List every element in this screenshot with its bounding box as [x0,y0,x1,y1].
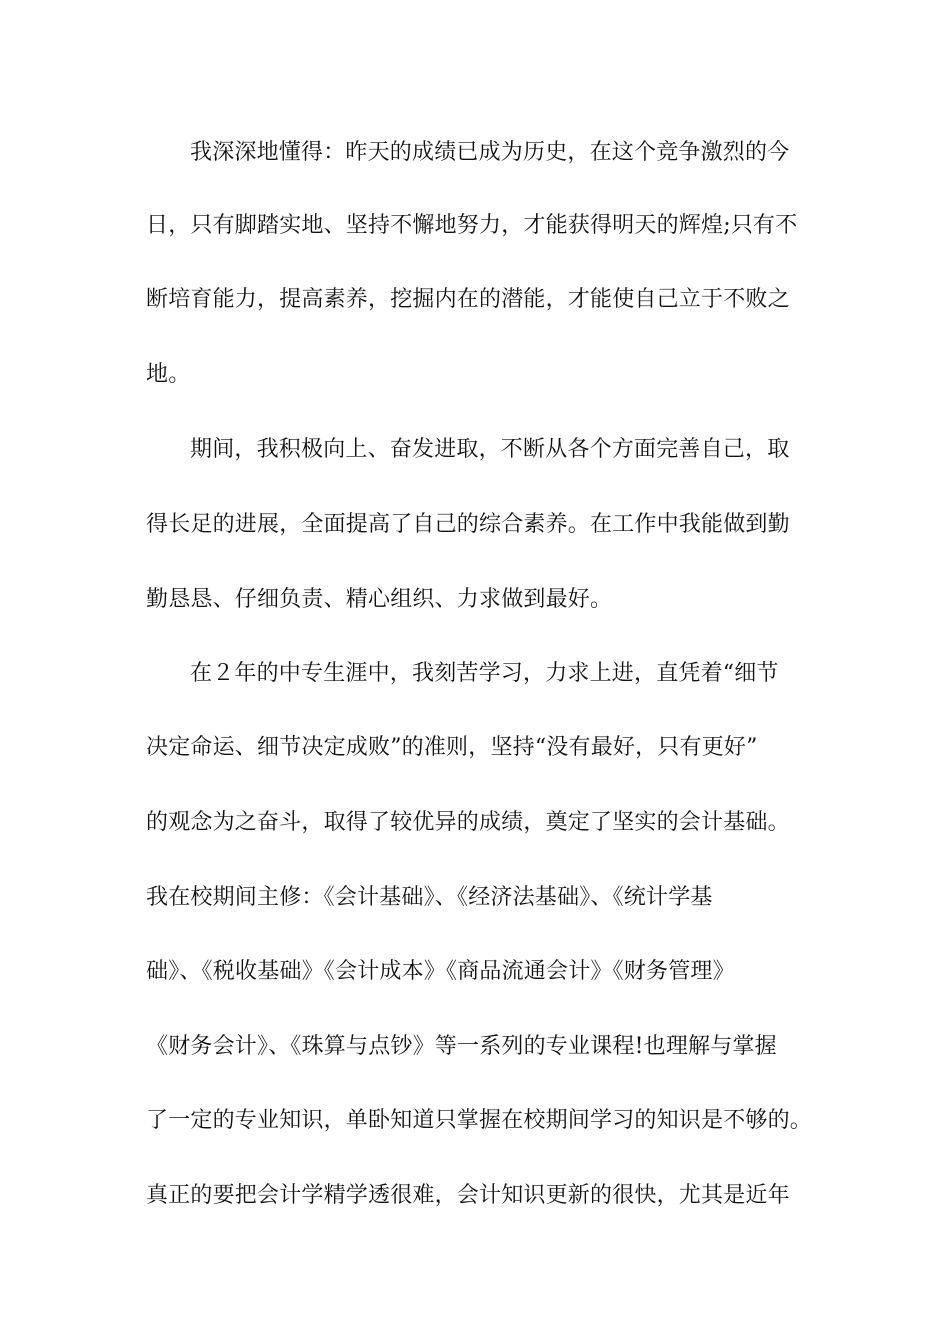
paragraph-2-line-1: 期间，我积极向上、奋发进取，不断从各个方面完善自己，取 [190,437,790,462]
paragraph-3-line-1: 在２年的中专生涯中，我刻苦学习，力求上进，直凭着“细节 [190,661,779,686]
paragraph-3-line-8: 真正的要把会计学精学透很难，会计知识更新的很快，尤其是近年 [146,1183,790,1208]
paragraph-1-line-2: 日，只有脚踏实地、坚持不懈地努力，才能获得明天的辉煌;只有不 [146,213,798,238]
paragraph-3-line-2: 决定命运、细节决定成败”的准则，坚持“没有最好，只有更好” [146,735,758,760]
paragraph-2-line-2: 得长足的进展，全面提高了自己的综合素养。在工作中我能做到勤 [146,512,790,537]
paragraph-1-line-1: 我深深地懂得：昨天的成绩已成为历史，在这个竞争激烈的今 [190,140,790,165]
paragraph-3-line-5: 础》、《税收基础》《会计成本》《商品流通会计》《财务管理》 [146,959,735,984]
paragraph-1-line-4: 地。 [146,362,191,387]
paragraph-2-line-3: 勤恳恳、仔细负责、精心组织、力求做到最好。 [146,587,613,612]
paragraph-3-line-6: 《财务会计》、《珠算与点钞》等一系列的专业课程!也理解与掌握 [146,1034,777,1059]
paragraph-3-line-4: 我在校期间主修：《会计基础》、《经济法基础》、《统计学基 [146,885,713,910]
paragraph-3-line-7: 了一定的专业知识，单卧知道只掌握在校期间学习的知识是不够的。 [146,1108,813,1133]
paragraph-1-line-3: 断培育能力，提高素养，挖掘内在的潜能，才能使自己立于不败之 [146,287,790,312]
paragraph-3-line-3: 的观念为之奋斗，取得了较优异的成绩，奠定了坚实的会计基础。 [146,810,790,835]
